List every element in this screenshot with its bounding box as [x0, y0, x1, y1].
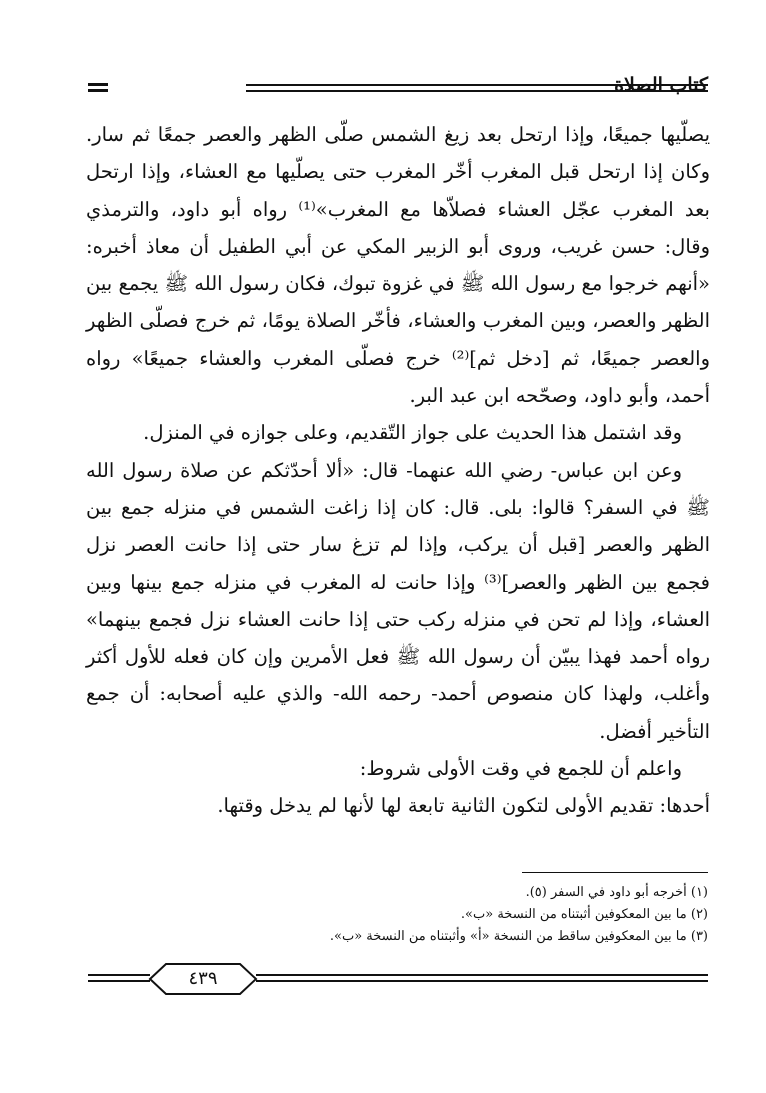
paragraph: يصلّيها جميعًا، وإذا ارتحل بعد زيغ الشمس صلّى الظهر والعصر جمعًا ثم سار. وكان إذا ارتحل قبل المغرب أخّر المغرب حتى يصلّيها مع العشاء، وإذا ارتحل بعد المغرب عجّل العشاء فصلاّها مع المغرب»⁽¹⁾ رواه أبو داود، والترمذي وقال: حسن غريب، وروى أبو الزبير المكي عن أبي الطفيل أن معاذ أخبره: «أنهم خرجوا مع رسول الله ﷺ في غزوة تبوك، فكان رسول الله ﷺ يجمع بين الظهر والعصر، وبين المغرب والعشاء، فأخّر الصلاة يومًا، ثم خرج فصلّى الظهر والعصر جميعًا، ثم [دخل ثم]⁽²⁾ خرج فصلّى المغرب والعشاء جميعًا» رواه أحمد، وأبو داود، وصحّحه ابن عبد البر.: [86, 123, 710, 408]
footnotes: [88, 882, 708, 948]
footnote: (١) أخرجه أبو داود في السفر (٥).: [525, 885, 708, 900]
page-header: [88, 72, 708, 106]
paragraph: وعن ابن عباس- رضي الله عنهما- قال: «ألا أحدّثكم عن صلاة رسول الله ﷺ في السفر؟ قالوا: بلى. قال: كان إذا زاغت الشمس في منزله جمع بين الظهر والعصر [قبل أن يركب، وإذا لم تزغ سار حتى إذا حانت العصر نزل فجمع بين الظهر والعصر]⁽³⁾ وإذا حانت له المغرب في منزله جمع بينها وبين العشاء، وإذا لم تحن في منزله ركب حتى إذا حانت العشاء نزل فجمع بينهما» رواه أحمد فهذا يبيّن أن رسول الله ﷺ فعل الأمرين وإن كان فعله للأول أكثر وأغلب، ولهذا كان منصوص أحمد- رحمه الله- والذي عليه أصحابه: أن جمع التأخير أفضل.: [86, 458, 710, 743]
main-text: [86, 116, 710, 825]
footnote-divider: [522, 872, 708, 873]
footer-rule-right: [256, 974, 708, 976]
paragraph: واعلم أن للجمع في وقت الأولى شروط:: [359, 757, 682, 781]
footer-rule-right: [256, 980, 708, 982]
page-number-badge: [148, 962, 258, 996]
footnote: (٢) ما بين المعكوفين أثبتناه من النسخة «ب».: [460, 907, 708, 922]
paragraph: وقد اشتمل هذا الحديث على جواز التّقديم، وعلى جوازه في المنزل.: [143, 421, 682, 445]
footnote: (٣) ما بين المعكوفين ساقط من النسخة «أ» وأثبتناه من النسخة «ب».: [329, 929, 708, 944]
footer-rule-left: [88, 974, 150, 976]
paragraph: أحدها: تقديم الأولى لتكون الثانية تابعة لها لأنها لم يدخل وقتها.: [217, 794, 710, 818]
chapter-title: كتاب الصلاة: [614, 74, 708, 96]
page-footer: [88, 962, 708, 1002]
footer-rule-left: [88, 980, 150, 982]
header-ornament-left: [88, 83, 108, 95]
page-number: ٤٣٩: [188, 968, 218, 989]
